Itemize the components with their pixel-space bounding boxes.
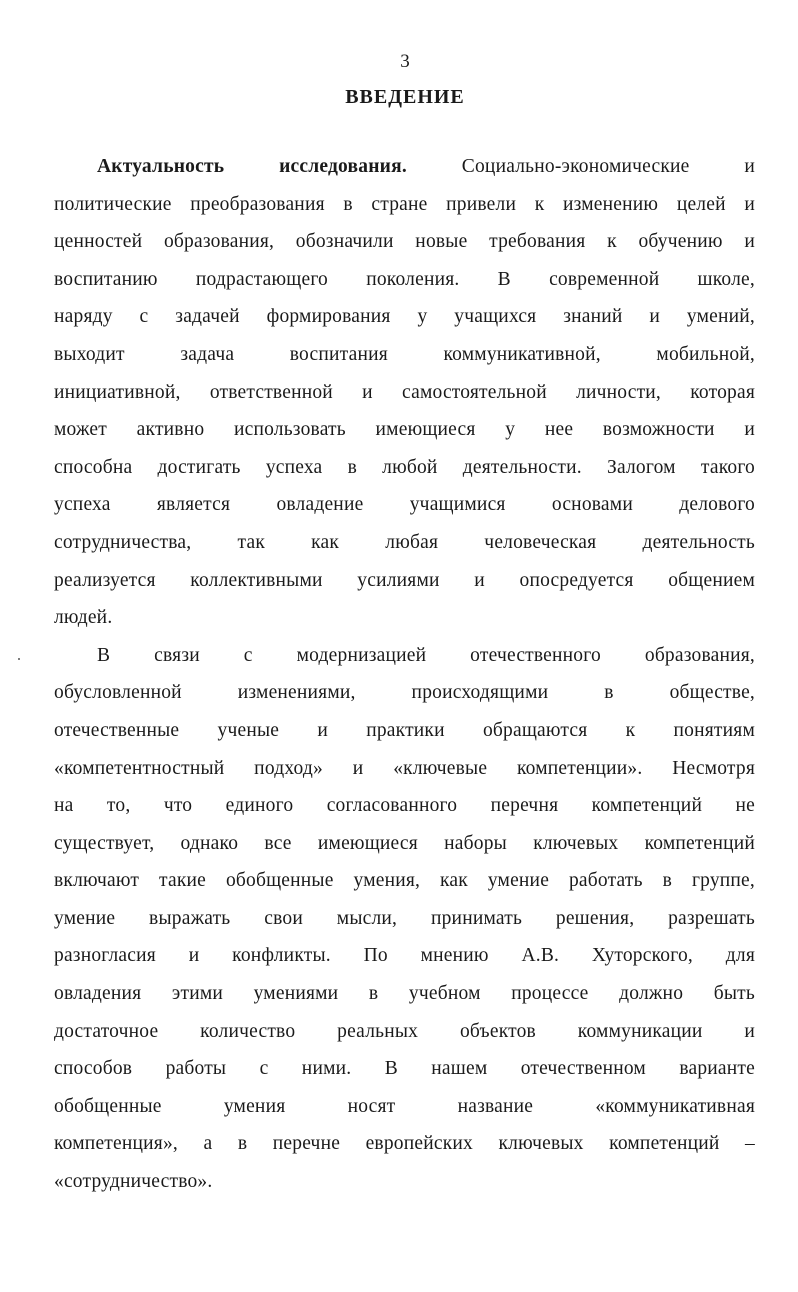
text-line: достаточное количество реальных объектов коммуникации и xyxy=(54,1020,755,1042)
text-line: обобщенные умения носят название «коммуникативная xyxy=(54,1095,755,1117)
text-segment: Социально-экономические и xyxy=(406,156,755,177)
paragraph-lead: Актуальность исследования. xyxy=(97,156,407,177)
text-line: политические преобразования в стране привели к изменению целей и xyxy=(54,193,755,215)
paragraph-competences xyxy=(54,639,755,1203)
text-line: может активно использовать имеющиеся у нее возможности и xyxy=(54,419,755,441)
text-line: ценностей образования, обозначили новые требования к обучению и xyxy=(54,231,755,253)
text-line: выходит задача воспитания коммуникативной, мобильной, xyxy=(54,343,755,365)
page-title: ВВЕДЕНИЕ xyxy=(345,86,465,108)
text-line: компетенция», а в перечне европейских ключевых компетенций – xyxy=(54,1133,755,1155)
text-line: людей. xyxy=(54,607,113,629)
text-line: обусловленной изменениями, происходящими в обществе, xyxy=(54,682,755,704)
text-line: способов работы с ними. В нашем отечественном варианте xyxy=(54,1058,755,1080)
text-line: овладения этими умениями в учебном процессе должно быть xyxy=(54,983,755,1005)
text-line: отечественные ученые и практики обращаются к понятиям xyxy=(54,719,755,741)
text-line: успеха является овладение учащимися основами делового xyxy=(54,494,755,516)
text-line xyxy=(54,150,755,188)
text-line: на то, что единого согласованного перечня компетенций не xyxy=(54,795,755,817)
text-line: умение выражать свои мысли, принимать решения, разрешать xyxy=(54,907,755,929)
text-line: включают такие обобщенные умения, как умение работать в группе, xyxy=(54,870,755,892)
paragraph-relevance xyxy=(54,150,755,639)
page-number: 3 xyxy=(400,51,410,72)
text-line: способна достигать успеха в любой деятельности. Залогом такого xyxy=(54,456,755,478)
text-line: инициативной, ответственной и самостоятельной личности, которая xyxy=(54,381,755,403)
text-line: «сотрудничество». xyxy=(54,1171,213,1193)
text-line: «компетентностный подход» и «ключевые компетенции». Несмотря xyxy=(54,757,755,779)
text-line: реализуется коллективными усилиями и опосредуется общением xyxy=(54,569,755,591)
text-line: сотрудничества, так как любая человеческая деятельность xyxy=(54,531,755,553)
text-line: существует, однако все имеющиеся наборы ключевых компетенций xyxy=(54,832,755,854)
scan-artifact-dot xyxy=(18,658,20,660)
text-line: В связи с модернизацией отечественного образования, xyxy=(97,644,755,666)
text-line: воспитанию подрастающего поколения. В современной школе, xyxy=(54,268,755,290)
text-line: наряду с задачей формирования у учащихся знаний и умений, xyxy=(54,306,755,328)
document-body xyxy=(54,150,755,1203)
text-line: разногласия и конфликты. По мнению А.В. Хуторского, для xyxy=(54,945,755,967)
